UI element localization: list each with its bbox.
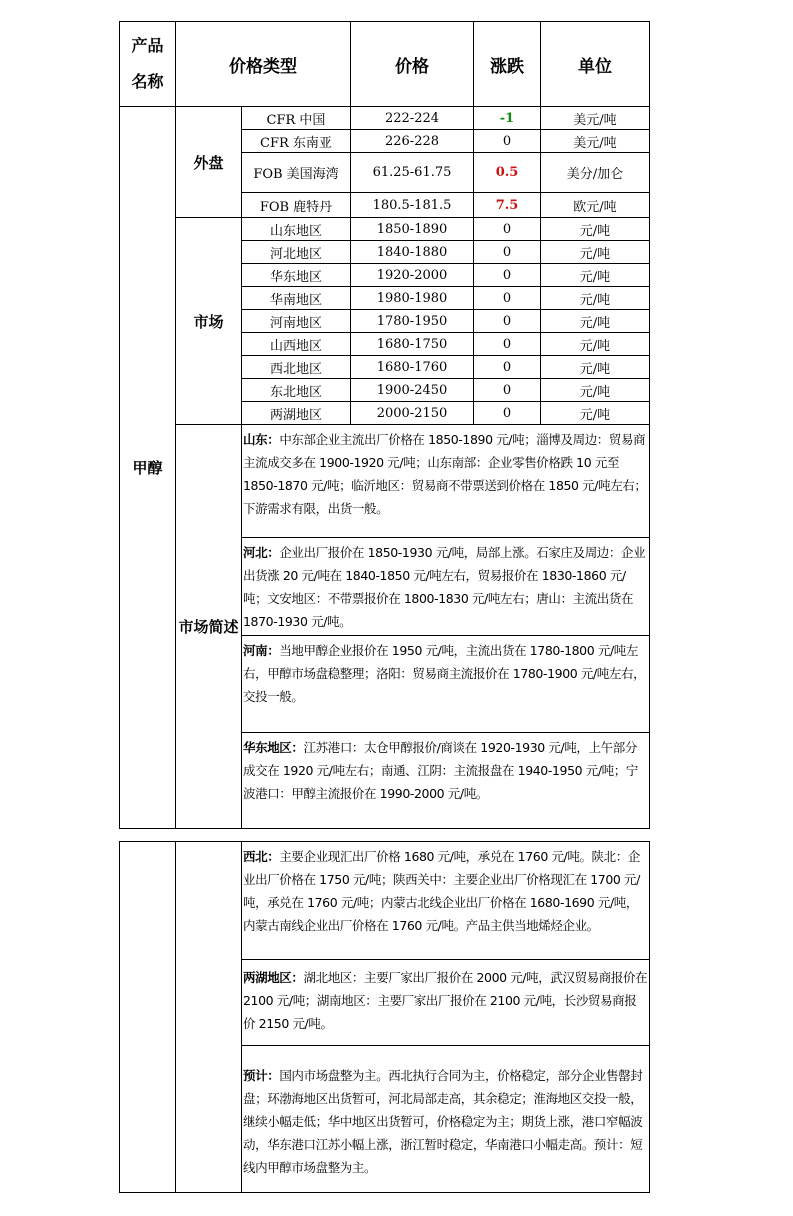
market-summary-row	[120, 842, 650, 960]
region-cell: 华东地区	[242, 264, 351, 287]
price-cell: 1780-1950	[351, 310, 474, 333]
market-price-row	[120, 218, 650, 241]
product-name-cell: 甲醇	[120, 107, 176, 829]
region-cell: 山东地区	[242, 218, 351, 241]
summary-paragraph	[242, 842, 650, 960]
unit-cell: 美分/加仑	[541, 153, 650, 193]
region-cell: 西北地区	[242, 356, 351, 379]
price-cell: 180.5-181.5	[351, 193, 474, 218]
unit-cell: 元/吨	[541, 402, 650, 425]
header-unit: 单位	[541, 22, 650, 107]
summary-paragraph	[242, 960, 650, 1046]
header-price-type: 价格类型	[176, 22, 351, 107]
unit-cell: 美元/吨	[541, 107, 650, 130]
unit-cell: 元/吨	[541, 218, 650, 241]
price-cell: 222-224	[351, 107, 474, 130]
summary-text: 当地甲醇企业报价在 1950 元/吨，主流出货在 1780-1800 元/吨左右，甲醇市场盘稳整理；洛阳：贸易商主流报价在 1780-1900 元/吨左右，交投一般。	[243, 643, 646, 704]
change-cell: 0	[474, 356, 541, 379]
foreign-price-row	[120, 107, 650, 130]
price-cell: 1980-1980	[351, 287, 474, 310]
change-cell: 7.5	[474, 193, 541, 218]
summary-table-continued	[119, 841, 650, 1193]
price-cell: 1840-1880	[351, 241, 474, 264]
price-cell: 1900-2450	[351, 379, 474, 402]
header-change: 涨跌	[474, 22, 541, 107]
summary-label: 山东：	[243, 432, 280, 447]
unit-cell: 元/吨	[541, 241, 650, 264]
change-cell: 0	[474, 287, 541, 310]
unit-cell: 元/吨	[541, 356, 650, 379]
group-summary: 市场简述	[176, 425, 242, 829]
price-cell: 1850-1890	[351, 218, 474, 241]
price-cell: 226-228	[351, 130, 474, 153]
change-cell: 0.5	[474, 153, 541, 193]
region-cell: 河南地区	[242, 310, 351, 333]
price-type-cell: CFR 中国	[242, 107, 351, 130]
price-table	[119, 21, 650, 829]
price-cell: 61.25-61.75	[351, 153, 474, 193]
unit-cell: 元/吨	[541, 287, 650, 310]
unit-cell: 元/吨	[541, 379, 650, 402]
change-cell: 0	[474, 379, 541, 402]
summary-paragraph	[242, 538, 650, 636]
region-cell: 两湖地区	[242, 402, 351, 425]
change-cell: 0	[474, 130, 541, 153]
price-cell: 1680-1750	[351, 333, 474, 356]
summary-label: 河北：	[243, 545, 280, 560]
empty-product-cell	[120, 842, 176, 1193]
table-header-row	[120, 22, 650, 107]
unit-cell: 欧元/吨	[541, 193, 650, 218]
summary-label: 两湖地区：	[243, 970, 304, 985]
price-cell: 1920-2000	[351, 264, 474, 287]
header-product-name: 产品名称	[120, 22, 176, 107]
summary-paragraph	[242, 425, 650, 538]
summary-label: 预计：	[243, 1068, 280, 1083]
summary-label: 华东地区：	[243, 740, 304, 755]
market-summary-row	[120, 425, 650, 538]
region-cell: 河北地区	[242, 241, 351, 264]
summary-text: 国内市场盘整为主。西北执行合同为主，价格稳定，部分企业售罄封盘；环渤海地区出货暂可，河北局部走高，其余稳定；淮海地区交投一般，继续小幅走低；华中地区出货暂可，价格稳定为主；期货上涨，港口窄幅波动，华东港口江苏小幅上涨，浙江暂时稳定，华南港口小幅走高。预计：短线内甲醇市场盘整为主。	[243, 1068, 643, 1175]
change-cell: 0	[474, 333, 541, 356]
unit-cell: 美元/吨	[541, 130, 650, 153]
change-cell: 0	[474, 310, 541, 333]
region-cell: 山西地区	[242, 333, 351, 356]
change-cell: 0	[474, 241, 541, 264]
price-type-cell: FOB 美国海湾	[242, 153, 351, 193]
unit-cell: 元/吨	[541, 264, 650, 287]
summary-label: 西北：	[243, 849, 280, 864]
summary-text: 江苏港口：太仓甲醇报价/商谈在 1920-1930 元/吨，上午部分成交在 1920 元/吨左右；南通、江阴：主流报盘在 1940-1950 元/吨；宁波港口：甲醇主流报价在 1990-2000 元/吨。	[243, 740, 638, 801]
change-cell: 0	[474, 402, 541, 425]
summary-text: 中东部企业主流出厂价格在 1850-1890 元/吨；淄博及周边：贸易商主流成交多在 1900-1920 元/吨；山东南部：企业零售价格跌 10 元至 1850-1870 元/吨；临沂地区：贸易商不带票送到价格在 1850 元/吨左右；下游需求有限，出货一般。	[243, 432, 647, 516]
summary-paragraph	[242, 733, 650, 829]
summary-paragraph	[242, 1046, 650, 1193]
group-market: 市场	[176, 218, 242, 425]
group-foreign: 外盘	[176, 107, 242, 218]
summary-label: 河南：	[243, 643, 280, 658]
price-cell: 1680-1760	[351, 356, 474, 379]
summary-text: 企业出厂报价在 1850-1930 元/吨，局部上涨。石家庄及周边：企业出货涨 20 元/吨在 1840-1850 元/吨左右，贸易报价在 1830-1860 元/吨；文安地区：不带票报价在 1800-1830 元/吨左右；唐山：主流出货在 1870-1930 元/吨。	[243, 545, 646, 629]
change-cell: 0	[474, 218, 541, 241]
summary-text: 主要企业现汇出厂价格 1680 元/吨，承兑在 1760 元/吨。陕北：企业出厂价格在 1750 元/吨；陕西关中：主要企业出厂价格现汇在 1700 元/吨，承兑在 1760 元/吨；内蒙古北线企业出厂价格在 1680-1690 元/吨，内蒙古南线企业出厂价格在 1760 元/吨。产品主供当地烯烃企业。	[243, 849, 640, 933]
empty-group-cell	[176, 842, 242, 1193]
unit-cell: 元/吨	[541, 310, 650, 333]
price-type-cell: FOB 鹿特丹	[242, 193, 351, 218]
header-price: 价格	[351, 22, 474, 107]
region-cell: 东北地区	[242, 379, 351, 402]
region-cell: 华南地区	[242, 287, 351, 310]
change-cell: -1	[474, 107, 541, 130]
summary-paragraph	[242, 636, 650, 733]
change-cell: 0	[474, 264, 541, 287]
price-type-cell: CFR 东南亚	[242, 130, 351, 153]
unit-cell: 元/吨	[541, 333, 650, 356]
price-cell: 2000-2150	[351, 402, 474, 425]
summary-text: 湖北地区：主要厂家出厂报价在 2000 元/吨，武汉贸易商报价在 2100 元/吨；湖南地区：主要厂家出厂报价在 2100 元/吨，长沙贸易商报价 2150 元/吨。	[243, 970, 648, 1031]
